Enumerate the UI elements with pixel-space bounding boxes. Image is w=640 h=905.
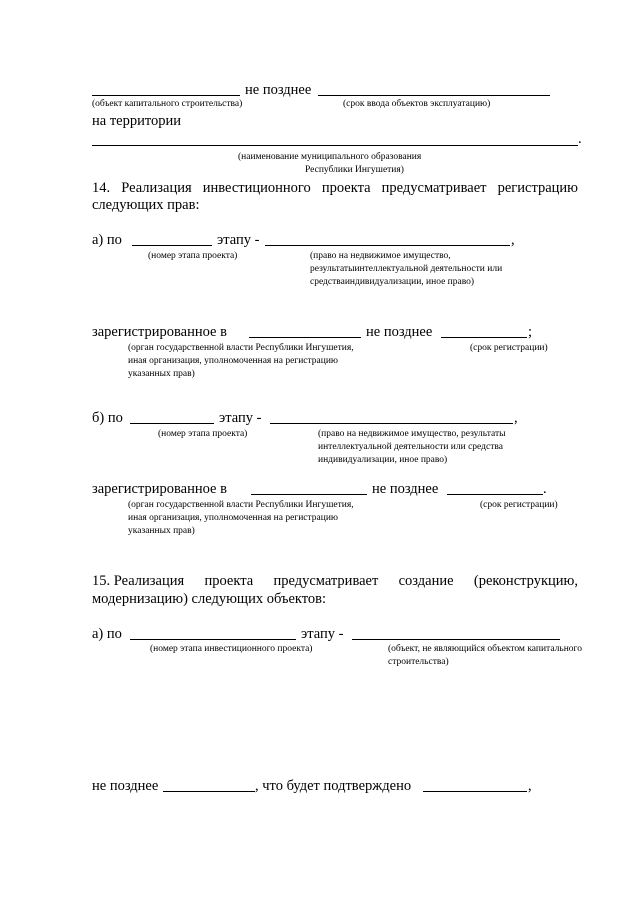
p14-word: 14. bbox=[92, 180, 111, 196]
caption-object-2: строительства) bbox=[388, 657, 449, 667]
caption-organ-2: иная организация, уполномоченная на регистрацию bbox=[128, 356, 338, 366]
a-rights-stage-text: этапу - bbox=[217, 232, 260, 248]
paragraph-14-line-1 bbox=[92, 180, 578, 197]
b-rights-prefix: б) по bbox=[92, 410, 123, 426]
caption-organ-1: (орган государственной власти Республики Ингушетия, bbox=[128, 500, 354, 510]
paragraph-14-line-2: следующих прав: bbox=[92, 197, 200, 213]
a-reg-term-blank bbox=[441, 337, 527, 338]
final-confirmation-blank bbox=[423, 791, 527, 792]
b-organ-blank bbox=[251, 494, 367, 495]
caption-municipality-1: (наименование муниципального образования bbox=[238, 152, 422, 162]
no-later-text: не позднее bbox=[245, 82, 312, 98]
caption-organ-3: указанных прав) bbox=[128, 369, 195, 379]
caption-stage: (номер этапа проекта) bbox=[158, 429, 248, 439]
caption-object: (объект капитального строительства) bbox=[92, 99, 243, 109]
caption-organ-2: иная организация, уполномоченная на регистрацию bbox=[128, 513, 338, 523]
a-objects-prefix: а) по bbox=[92, 626, 122, 642]
p14-word: регистрацию bbox=[497, 180, 578, 196]
p15-word: создание bbox=[398, 573, 454, 589]
b-registered-text: зарегистрированное в bbox=[92, 481, 227, 497]
a-semicolon: ; bbox=[528, 324, 533, 340]
territory-text: на территории bbox=[92, 113, 182, 129]
caption-right-2: результатыинтеллектуальной деятельности или bbox=[310, 264, 503, 274]
a-rights-prefix: а) по bbox=[92, 232, 122, 248]
a-registered-text: зарегистрированное в bbox=[92, 324, 227, 340]
caption-reg-term: (срок регистрации) bbox=[480, 500, 558, 510]
b-period: . bbox=[543, 481, 547, 497]
paragraph-15-line-1 bbox=[92, 573, 578, 590]
caption-municipality-2: Республики Ингушетия) bbox=[305, 165, 404, 175]
a-organ-blank bbox=[249, 337, 361, 338]
p15-word: (реконструкцию, bbox=[473, 573, 578, 589]
caption-right-3: индивидуализации, иное право) bbox=[318, 455, 448, 465]
caption-reg-term: (срок регистрации) bbox=[470, 343, 548, 353]
caption-right-1: (право на недвижимое имущество, bbox=[310, 251, 451, 261]
p14-word: предусматривает bbox=[381, 180, 487, 196]
b-rights-right-blank bbox=[270, 423, 513, 424]
final-no-later-text: не позднее bbox=[92, 778, 159, 794]
b-rights-stage-text: этапу - bbox=[219, 410, 262, 426]
p14-word: инвестиционного bbox=[202, 180, 311, 196]
paragraph-15-line-2: модернизацию) следующих объектов: bbox=[92, 591, 327, 607]
object-blank bbox=[92, 95, 240, 96]
p15-word: предусматривает bbox=[273, 573, 379, 589]
caption-term: (срок ввода объектов эксплуатацию) bbox=[343, 99, 491, 109]
p15-word: проекта bbox=[204, 573, 254, 589]
caption-right-2: интеллектуальной деятельности или средства bbox=[318, 442, 503, 452]
caption-organ-1: (орган государственной власти Республики Ингушетия, bbox=[128, 343, 354, 353]
final-confirmed-text: , что будет подтверждено bbox=[255, 778, 412, 794]
p14-word: Реализация bbox=[121, 180, 192, 196]
b-reg-term-blank bbox=[447, 494, 543, 495]
p14-word: проекта bbox=[321, 180, 371, 196]
final-comma: , bbox=[528, 778, 532, 794]
final-term-blank bbox=[163, 791, 255, 792]
caption-right-1: (право на недвижимое имущество, результаты bbox=[318, 429, 506, 439]
b-rights-stage-blank bbox=[130, 423, 214, 424]
b-rights-comma: , bbox=[514, 410, 518, 426]
a-rights-stage-blank bbox=[132, 245, 212, 246]
municipality-blank bbox=[92, 145, 578, 146]
term-blank bbox=[318, 95, 550, 96]
caption-right-3: средстваиндивидуализации, иное право) bbox=[310, 277, 475, 287]
a-objects-stage-text: этапу - bbox=[301, 626, 344, 642]
a-objects-object-blank bbox=[352, 639, 560, 640]
caption-inv-stage: (номер этапа инвестиционного проекта) bbox=[150, 644, 313, 654]
caption-stage: (номер этапа проекта) bbox=[148, 251, 238, 261]
a-rights-right-blank bbox=[265, 245, 510, 246]
caption-object-1: (объект, не являющийся объектом капитального bbox=[388, 644, 582, 654]
p15-word: 15. Реализация bbox=[92, 573, 185, 589]
period: . bbox=[578, 131, 582, 147]
a-objects-stage-blank bbox=[130, 639, 296, 640]
b-no-later-text: не позднее bbox=[372, 481, 439, 497]
a-rights-comma: , bbox=[511, 232, 515, 248]
caption-organ-3: указанных прав) bbox=[128, 526, 195, 536]
a-no-later-text: не позднее bbox=[366, 324, 433, 340]
